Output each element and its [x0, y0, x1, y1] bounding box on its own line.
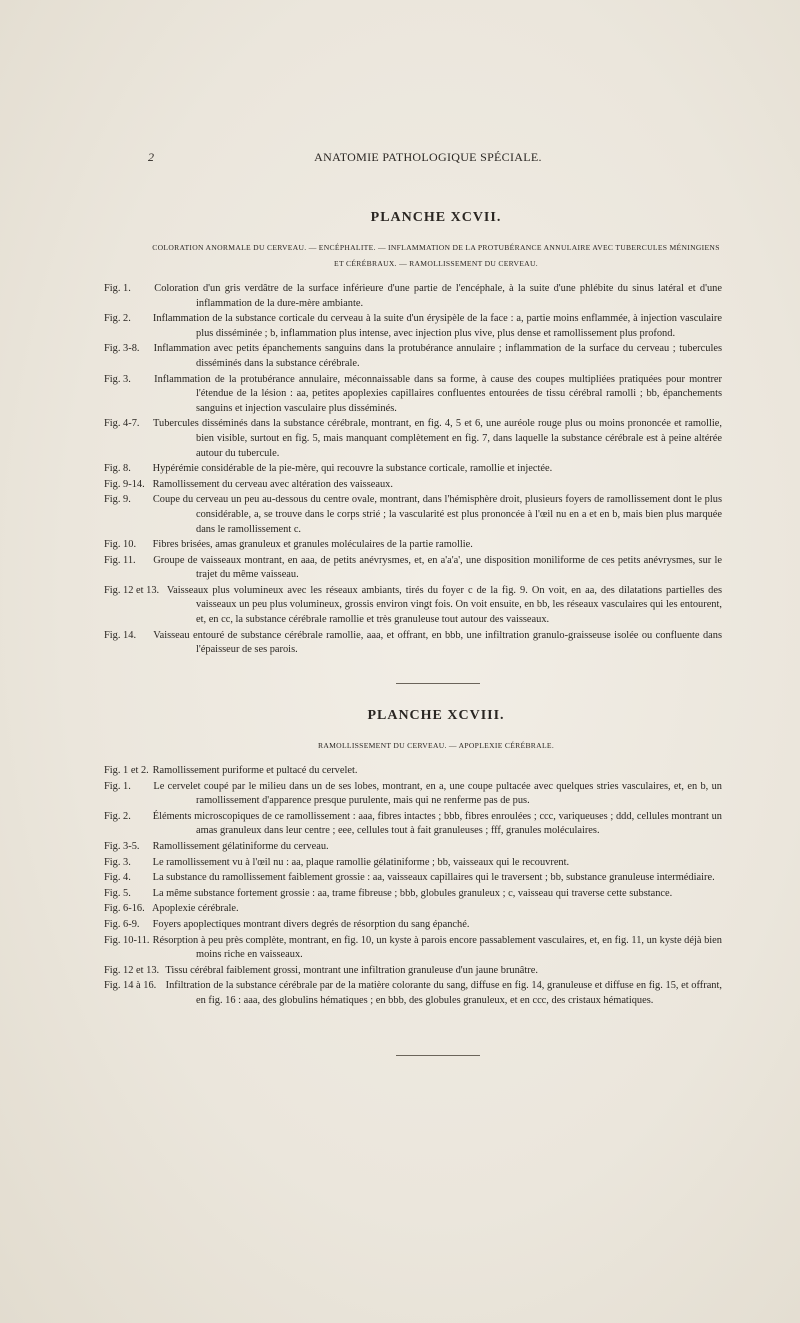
- figure-label: Fig. 12 et 13.: [104, 584, 160, 596]
- figure-entry: Fig. 5. La même substance fortement grossie : aa, trame fibreuse ; bbb, globules granuleux ; c, vaisseau qui traverse cette substance.: [104, 887, 673, 899]
- figure-entry: Fig. 14. Vaisseau entouré de substance cérébrale ramollie, aaa, et offrant, en bbb, une infiltration granulo-graisseuse isolée ou confluente dans l'épaisseur de ses parois.: [104, 629, 722, 656]
- figure-description: Vaisseaux plus volumineux avec les réseaux ambiants, tirés du foyer c de la fig. 9. On voit, en aa, des dilatations partielles des vaisseaux un peu plus volumineux, grossis environ vingt fois. On voit ensuite, en bb, les réseaux vasculaires qui les entourent, et, en cc, la substance cérébrale ramollie et très granuleuse tout autour des vaisseaux.: [166, 584, 722, 626]
- figure-description: Ramollissement puriforme et pultacé du cervelet.: [152, 765, 358, 776]
- figure-entry: Fig. 3. Inflammation de la protubérance annulaire, méconnaissable dans sa forme, à cause des coupes multipliées pratiquées pour montrer l'étendue de la lésion : aa, petites apoplexies capillaires confluentes entourées de tissu cérébral ramolli ; bb, épanchements sanguins et injection vasculaire plus disséminés.: [104, 373, 722, 414]
- figure-description: Inflammation de la protubérance annulaire, méconnaissable dans sa forme, à cause des coupes multipliées pratiquées pour montrer l'étendue de la lésion : aa, petites apoplexies capillaires confluentes entourées de tissu cérébral ramolli ; bb, épanchements sanguins et injection vasculaire plus disséminés.: [154, 373, 722, 414]
- running-head: [148, 150, 708, 168]
- figure-entry: Fig. 3. Le ramollissement vu à l'œil nu : aa, plaque ramollie gélatiniforme ; bb, vaisseaux qui le recouvrent.: [104, 856, 570, 868]
- plate-section-xcviii: [104, 708, 722, 1010]
- figure-description: Inflammation avec petits épanchements sanguins dans la protubérance annulaire ; inflammation de la surface du cerveau ; tubercules disséminés dans la substance cérébrale.: [153, 343, 722, 369]
- figure-description: Inflammation de la substance corticale du cerveau à la suite d'un érysipèle de la face : a, partie moins enflammée, à injection vasculaire plus disséminée ; b, inflammation plus intense, avec injection plus vive, plus dense et ramollissement plus profond.: [152, 313, 722, 339]
- figure-entry: Fig. 3-8. Inflammation avec petits épanchements sanguins dans la protubérance annulaire ; inflammation de la surface du cerveau ; tubercules disséminés dans la substance cérébrale.: [104, 343, 722, 369]
- figure-entry: Fig. 10. Fibres brisées, amas granuleux et granules moléculaires de la partie ramollie.: [104, 539, 473, 551]
- figure-entry: Fig. 4-7. Tubercules disséminés dans la substance cérébrale, montrant, en fig. 4, 5 et 6, une auréole rouge plus ou moins prononcée et ramollie, bien visible, surtout en fig. 5, mais manquant complètement en fig. 7, dans laquelle la substance cérébrale est à peine altérée autour du tubercule.: [104, 418, 722, 459]
- section-divider: [396, 683, 480, 684]
- plate-subtitle: RAMOLLISSEMENT DU CERVEAU. — APOPLEXIE CÉRÉBRALE.: [317, 741, 555, 750]
- figure-entry: Fig. 8. Hypérémie considérable de la pie-mère, qui recouvre la substance corticale, ramollie et injectée.: [104, 463, 553, 475]
- figure-description: Coloration d'un gris verdâtre de la surface inférieure d'une partie de l'encéphale, à la suite d'une phlébite du sinus latéral et d'une inflammation de la dure-mère ambiante.: [154, 283, 722, 309]
- figure-entry: Fig. 9-14. Ramollissement du cerveau avec altération des vaisseaux.: [104, 478, 393, 490]
- plate-section-xcvii: [104, 210, 722, 659]
- figure-description: Coupe du cerveau un peu au-dessous du centre ovale, montrant, dans l'hémisphère droit, plusieurs foyers de ramollissement dont le plus considérable, a, se trouve dans le corps strié ; la vascularité est plus prononcée à l'œil nu en a et en b, mais bien plus marquée dans le ramollissement c.: [152, 494, 722, 535]
- running-title: ANATOMIE PATHOLOGIQUE SPÉCIALE.: [314, 150, 542, 164]
- figure-description: La substance du ramollissement faiblement grossie : aa, vaisseaux capillaires qui le traversent ; bb, substance granuleuse intermédiaire.: [152, 872, 715, 884]
- figure-entry: Fig. 2. Éléments microscopiques de ce ramollissement : aaa, fibres intactes ; bbb, fibres enroulées ; ccc, variqueuses ; ddd, cellules montrant un amas granuleux dans leur centre ; eee, cellules tout à fait granuleuses ; fff, granules moléculaires.: [104, 810, 722, 837]
- figure-description: Résorption à peu près complète, montrant, en fig. 10, un kyste à parois encore passablement vasculaires, et, en fig. 11, un kyste déjà bien moins riche en vaisseaux.: [152, 934, 722, 961]
- figure-description: Vaisseau entouré de substance cérébrale ramollie, aaa, et offrant, en bbb, une infiltration granulo-graisseuse isolée ou confluente dans l'épaisseur de ses parois.: [153, 629, 722, 656]
- plate-title: PLANCHE XCVIII.: [367, 708, 505, 723]
- figure-description: Tubercules disséminés dans la substance cérébrale, montrant, en fig. 4, 5 et 6, une auréole rouge plus ou moins prononcée et ramollie, bien visible, surtout en fig. 5, mais manquant complètement en fig. 7, dans laquelle la substance cérébrale est à peine altérée autour du tubercule.: [153, 418, 722, 459]
- plate-title: PLANCHE XCVII.: [370, 210, 502, 225]
- page-number: 2: [148, 150, 154, 164]
- figure-description: Infiltration de la substance cérébrale par de la matière colorante du sang, diffuse en fig. 14, granuleuse et diffuse en fig. 15, et offrant, en fig. 16 : aaa, des globulins hématiques ; en bbb, des globules granuleux, et en ccc, des cristaux hématiques.: [165, 980, 722, 1006]
- figure-entry: [104, 979, 722, 1008]
- figure-entry: Fig. 3-5. Ramollissement gélatiniforme du cerveau.: [104, 840, 329, 852]
- figure-description: Ramollissement gélatiniforme du cerveau.: [152, 840, 329, 852]
- figure-entry: Fig. 2. Inflammation de la substance corticale du cerveau à la suite d'un érysipèle de la face : a, partie moins enflammée, à injection vasculaire plus disséminée ; b, inflammation plus intense, avec injection plus vive, plus dense et ramollissement plus profond.: [104, 313, 722, 339]
- section-divider: [396, 1055, 480, 1056]
- figure-list: [104, 282, 722, 658]
- figure-entry: [104, 964, 722, 979]
- figure-entry: Fig. 1. Coloration d'un gris verdâtre de la surface inférieure d'une partie de l'encéphale, à la suite d'une phlébite du sinus latéral et d'une inflammation de la dure-mère ambiante.: [104, 283, 722, 309]
- figure-entry: Fig. 10-11. Résorption à peu près complète, montrant, en fig. 10, un kyste à parois encore passablement vasculaires, et, en fig. 11, un kyste déjà bien moins riche en vaisseaux.: [104, 934, 722, 961]
- figure-description: Tissu cérébral faiblement grossi, montrant une infiltration granuleuse d'un jaune brunâtre.: [165, 964, 538, 976]
- figure-entry: Fig. 11. Groupe de vaisseaux montrant, en aaa, de petits anévrysmes, et, en a'a'a', une disposition moniliforme de ces petits anévrysmes, sur le trajet du même vaisseau.: [104, 554, 722, 581]
- figure-description: Ramollissement du cerveau avec altération des vaisseaux.: [152, 478, 393, 490]
- figure-description: Foyers apoplectiques montrant divers degrés de résorption du sang épanché.: [152, 918, 470, 930]
- figure-description: Éléments microscopiques de ce ramollissement : aaa, fibres intactes ; bbb, fibres enroulées ; ccc, variqueuses ; ddd, cellules montrant un amas granuleux dans leur centre ; eee, cellules tout à fait granuleuses ; fff, granules moléculaires.: [152, 810, 722, 837]
- figure-description: La même substance fortement grossie : aa, trame fibreuse ; bbb, globules granuleux ; c, vaisseau qui traverse cette substance.: [152, 887, 673, 899]
- figure-label: Fig. 14 à 16.: [104, 980, 157, 992]
- figure-description: Groupe de vaisseaux montrant, en aaa, de petits anévrysmes, et, en a'a'a', une disposition moniliforme de ces petits anévrysmes, sur le trajet du même vaisseau.: [153, 554, 722, 581]
- figure-list: [104, 764, 722, 1009]
- figure-entry: Fig. 1 et 2. Ramollissement puriforme et pultacé du cervelet.: [104, 765, 358, 776]
- figure-description: Hypérémie considérable de la pie-mère, qui recouvre la substance corticale, ramollie et injectée.: [152, 463, 553, 475]
- figure-description: Fibres brisées, amas granuleux et granules moléculaires de la partie ramollie.: [152, 539, 473, 551]
- figure-entry: Fig. 6-16. Apoplexie cérébrale.: [104, 903, 239, 915]
- figure-description: Le cervelet coupé par le milieu dans un de ses lobes, montrant, en a, une coupe pultacée avec quelques stries vasculaires, et, en b, un ramollissement d'apparence presque purulente, mais qui ne renferme pas de pus.: [153, 780, 722, 807]
- plate-subtitle: COLORATION ANORMALE DU CERVEAU. — ENCÉPHALITE. — INFLAMMATION DE LA PROTUBÉRANCE ANNULAIRE AVEC TUBERCULES MÉNINGIENS ET CÉRÉBRAUX. — RAMOLLISSEMENT DU CERVEAU.: [152, 243, 720, 268]
- figure-entry: [104, 584, 722, 628]
- figure-entry: Fig. 6-9. Foyers apoplectiques montrant divers degrés de résorption du sang épanché.: [104, 918, 470, 930]
- figure-entry: Fig. 4. La substance du ramollissement faiblement grossie : aa, vaisseaux capillaires qui le traversent ; bb, substance granuleuse intermédiaire.: [104, 872, 715, 884]
- figure-entry: Fig. 1. Le cervelet coupé par le milieu dans un de ses lobes, montrant, en a, une coupe pultacée avec quelques stries vasculaires, et, en b, un ramollissement d'apparence presque purulente, mais qui ne renferme pas de pus.: [104, 780, 722, 807]
- figure-entry: Fig. 9. Coupe du cerveau un peu au-dessous du centre ovale, montrant, dans l'hémisphère droit, plusieurs foyers de ramollissement dont le plus considérable, a, se trouve dans le corps strié ; la vascularité est plus prononcée à l'œil nu en a et en b, mais bien plus marquée dans le ramollissement c.: [104, 494, 722, 535]
- figure-description: Apoplexie cérébrale.: [152, 903, 239, 915]
- figure-label: Fig. 12 et 13.: [104, 964, 160, 976]
- figure-description: Le ramollissement vu à l'œil nu : aa, plaque ramollie gélatiniforme ; bb, vaisseaux qui le recouvrent.: [152, 856, 570, 868]
